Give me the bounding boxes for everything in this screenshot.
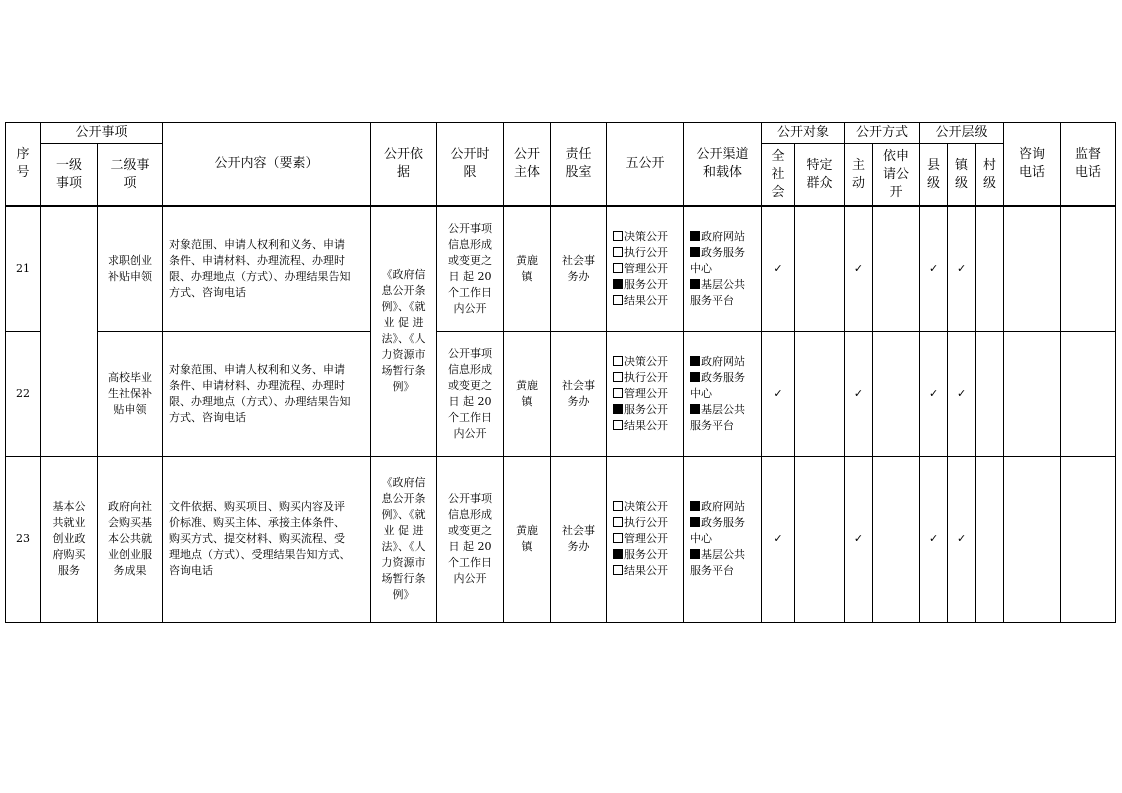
channel-option [690,370,759,386]
unchecked-box-icon [613,356,623,366]
header-method-request-l2: 请公 [883,166,910,182]
five-open-option [613,499,681,515]
content-line: 文件依据、购买项目、购买内容及评 [169,500,346,513]
time-limit-line: 或变更之 [448,378,493,392]
header-consult-l1: 咨询 [1019,147,1046,162]
header-basis-l2: 据 [397,165,411,180]
basis-line: 息公开条 [381,284,426,298]
cell-dept [551,331,607,456]
time-limit-line: 公开事项 [448,221,493,235]
channel-option [690,229,759,245]
cell-level-county: ✓ [920,456,948,622]
header-level2-l2: 项 [123,175,137,191]
header-method-request [873,144,920,207]
checked-box-icon [690,279,700,289]
channel-option-label: 基层公共 [701,277,746,291]
level2-line: 政府向社 [108,500,152,513]
content-line: 价标准、购买主体、承接主体条件、 [169,516,346,529]
cell-level-village [976,456,1004,622]
cell-seq: 23 [6,456,41,622]
cell-channel [684,206,762,331]
header-supervise-l2: 电话 [1075,165,1102,180]
header-public-items: 公开事项 [41,123,163,144]
channel-option-label: 政务服务 [701,245,746,259]
cell-target-specific [795,206,845,331]
unchecked-box-icon [613,501,623,511]
channel-option [690,499,759,515]
header-channel-l1: 公开渠道 [696,147,749,162]
dept-line: 社会事 [562,253,596,267]
cell-content [163,206,371,331]
header-method-request-l1: 依申 [883,148,910,164]
checked-box-icon [613,404,623,414]
level2-line: 求职创业 [108,253,152,267]
channel-option [690,277,759,293]
subject-line: 黄鹿 [516,524,539,537]
five-open-option-label: 服务公开 [624,548,669,561]
time-limit-line: 信息形成 [448,237,493,251]
header-basis [371,123,437,207]
cell-level1 [41,456,98,622]
basis-line: 《政府信 [381,268,426,282]
cell-method-request [873,456,920,622]
five-open-option [613,547,681,563]
channel-option [690,245,759,261]
header-subject-l1: 公开 [514,147,541,162]
header-channel-l2: 和载体 [703,165,743,180]
channel-option [690,402,759,418]
channel-option [690,563,759,579]
time-limit-line: 信息形成 [448,362,493,376]
level1-line: 服务 [58,564,80,577]
five-open-option-label: 结果公开 [624,418,669,432]
cell-time-limit [437,206,504,331]
checked-box-icon [613,549,623,559]
basis-line: 例》、《就 [381,300,426,314]
five-open-option-label: 决策公开 [624,229,669,243]
unchecked-box-icon [613,263,623,273]
cell-level-county: ✓ [920,331,948,456]
table-header [6,123,1116,207]
unchecked-box-icon [613,517,623,527]
level2-line: 本公共就 [108,532,152,545]
checked-box-icon [690,231,700,241]
cell-content [163,331,371,456]
unchecked-box-icon [613,247,623,257]
unchecked-box-icon [613,565,623,575]
header-method-active-l1: 主 [852,157,866,173]
five-open-option-label: 决策公开 [624,500,669,513]
header-seq-l2: 号 [16,165,30,180]
checked-box-icon [690,372,700,382]
cell-time-limit [437,331,504,456]
header-target-all [762,144,795,207]
header-content: 公开内容（要素） [163,123,371,207]
basis-line: 例》 [392,380,415,394]
content-line: 理地点（方式）、受理结果告知方式、 [169,548,351,561]
cell-five-open [607,456,684,622]
cell-channel [684,456,762,622]
channel-option [690,261,759,277]
basis-line: 《政府信 [381,476,426,489]
unchecked-box-icon [613,231,623,241]
cell-consult-phone [1004,331,1061,456]
cell-target-all: ✓ [762,206,795,331]
cell-method-request [873,331,920,456]
content-line: 条件、申请材料、办理流程、办理时 [169,253,346,267]
level2-line: 务成果 [113,564,147,577]
five-open-option [613,386,681,402]
five-open-option-label: 服务公开 [624,402,669,416]
cell-level2 [98,206,163,331]
channel-option-label: 政务服务 [701,516,746,529]
header-supervise-phone [1061,123,1116,207]
level2-line: 高校毕业 [108,370,152,384]
dept-line: 社会事 [562,524,596,537]
basis-line: 力资源市 [381,348,426,362]
content-line: 条件、申请材料、办理流程、办理时 [169,378,346,392]
five-open-option [613,354,681,370]
header-level1-l2: 事项 [55,175,82,191]
cell-level2 [98,331,163,456]
content-line: 方式、咨询电话 [169,285,247,299]
channel-option-label: 政府网站 [701,500,746,513]
cell-seq: 22 [6,331,41,456]
cell-level-town: ✓ [948,331,976,456]
header-target-all-l2: 社 [771,166,785,182]
cell-supervise-phone [1061,331,1116,456]
cell-target-specific [795,331,845,456]
unchecked-box-icon [613,388,623,398]
basis-line: 例》、《就 [381,508,426,521]
header-level-town-l1: 镇 [955,157,969,173]
dept-line: 务办 [567,394,590,408]
checked-box-icon [690,501,700,511]
time-limit-line: 信息形成 [448,508,493,521]
header-consult-l2: 电话 [1019,165,1046,180]
content-line: 对象范围、申请人权利和义务、申请 [169,362,346,376]
cell-level-town: ✓ [948,206,976,331]
channel-option-label: 服务平台 [690,293,735,307]
channel-option-label: 中心 [690,532,713,545]
header-channel [684,123,762,207]
cell-five-open [607,331,684,456]
cell-dept [551,206,607,331]
basis-line: 场暂行条 [381,572,426,585]
cell-channel [684,331,762,456]
level2-line: 补贴申领 [108,269,152,283]
header-target-all-l1: 全 [771,148,785,164]
content-line: 对象范围、申请人权利和义务、申请 [169,237,346,251]
basis-line: 法》、《人 [381,332,426,346]
five-open-option-label: 服务公开 [624,277,669,291]
level1-line: 基本公 [52,500,86,513]
cell-level2 [98,456,163,622]
checked-box-icon [690,247,700,257]
cell-supervise-phone [1061,206,1116,331]
channel-option [690,418,759,434]
cell-target-all: ✓ [762,456,795,622]
unchecked-box-icon [613,295,623,305]
time-limit-line: 个工作日 [448,556,493,569]
cell-level-village [976,206,1004,331]
basis-line: 业 促 进 [383,524,424,537]
five-open-option [613,370,681,386]
five-open-option-label: 执行公开 [624,516,669,529]
content-line: 限、办理地点（方式）、办理结果告知 [169,269,351,283]
header-dept [551,123,607,207]
five-open-option [613,402,681,418]
five-open-option [613,245,681,261]
header-basis-l1: 公开依 [384,147,424,162]
header-level-county [920,144,948,207]
basis-line: 法》、《人 [381,540,426,553]
dept-line: 社会事 [562,378,596,392]
dept-line: 务办 [567,540,590,553]
unchecked-box-icon [613,420,623,430]
header-method: 公开方式 [845,123,920,144]
header-level: 公开层级 [920,123,1004,144]
channel-option-label: 中心 [690,261,713,275]
header-method-active [845,144,873,207]
header-time-limit [437,123,504,207]
cell-supervise-phone [1061,456,1116,622]
table-row [6,331,1116,456]
disclosure-table [5,122,1116,623]
time-limit-line: 个工作日 [448,285,493,299]
header-level2 [98,144,163,207]
header-target-specific [795,144,845,207]
time-limit-line: 内公开 [453,426,487,440]
time-limit-line: 日 起 20 [448,394,492,408]
basis-line: 业 促 进 [383,316,424,330]
header-level-village [976,144,1004,207]
unchecked-box-icon [613,533,623,543]
header-subject-l2: 主体 [514,165,541,180]
header-subject [504,123,551,207]
five-open-option [613,418,681,434]
level1-line: 共就业 [52,516,86,529]
five-open-option-label: 管理公开 [624,386,669,400]
channel-option-label: 基层公共 [701,548,746,561]
cell-target-all: ✓ [762,331,795,456]
cell-consult-phone [1004,206,1061,331]
cell-level-town: ✓ [948,456,976,622]
time-limit-line: 日 起 20 [448,269,492,283]
header-seq [6,123,41,207]
subject-line: 镇 [521,394,533,408]
table-row [6,206,1116,331]
time-limit-line: 内公开 [453,572,487,585]
checked-box-icon [613,279,623,289]
five-open-option-label: 结果公开 [624,564,669,577]
header-dept-l2: 股室 [565,165,592,180]
five-open-option-label: 管理公开 [624,532,669,545]
five-open-option-label: 管理公开 [624,261,669,275]
five-open-option [613,515,681,531]
content-line: 方式、咨询电话 [169,410,247,424]
cell-content [163,456,371,622]
content-line: 限、办理地点（方式）、办理结果告知 [169,394,351,408]
header-level-county-l2: 级 [927,175,941,191]
channel-option-label: 中心 [690,386,713,400]
header-five-open: 五公开 [607,123,684,207]
dept-line: 务办 [567,269,590,283]
level2-line: 贴申领 [113,402,147,416]
five-open-option [613,531,681,547]
table-row [6,456,1116,622]
channel-option-label: 基层公共 [701,402,746,416]
header-time-l2: 限 [463,165,477,180]
level1-line: 府购买 [52,548,86,561]
cell-consult-phone [1004,456,1061,622]
header-consult-phone [1004,123,1061,207]
cell-subject [504,456,551,622]
cell-subject [504,206,551,331]
channel-option [690,515,759,531]
header-level-town [948,144,976,207]
level2-line: 会购买基 [108,516,152,529]
cell-time-limit [437,456,504,622]
cell-method-request [873,206,920,331]
cell-basis [371,456,437,622]
time-limit-line: 内公开 [453,301,487,315]
header-time-l1: 公开时 [450,147,490,162]
five-open-option-label: 决策公开 [624,354,669,368]
time-limit-line: 日 起 20 [448,540,492,553]
channel-option [690,354,759,370]
header-method-request-l3: 开 [889,184,903,200]
content-line: 购买方式、提交材料、购买流程、受 [169,532,346,545]
cell-subject [504,331,551,456]
header-target-all-l3: 会 [771,184,785,200]
time-limit-line: 或变更之 [448,524,493,537]
time-limit-line: 公开事项 [448,346,493,360]
channel-option-label: 政府网站 [701,354,746,368]
cell-level1 [41,206,98,456]
channel-option [690,386,759,402]
subject-line: 镇 [521,540,533,553]
cell-method-active: ✓ [845,206,873,331]
unchecked-box-icon [613,372,623,382]
time-limit-line: 公开事项 [448,492,493,505]
five-open-option-label: 结果公开 [624,293,669,307]
table-body [6,206,1116,622]
cell-level-village [976,331,1004,456]
five-open-option [613,293,681,309]
subject-line: 黄鹿 [516,253,539,267]
channel-option-label: 服务平台 [690,418,735,432]
checked-box-icon [690,517,700,527]
five-open-option [613,563,681,579]
subject-line: 黄鹿 [516,378,539,392]
header-level-county-l1: 县 [927,157,941,173]
five-open-option [613,277,681,293]
header-supervise-l1: 监督 [1075,147,1102,162]
level2-line: 生社保补 [108,386,152,400]
basis-line: 力资源市 [381,556,426,569]
header-dept-l1: 责任 [565,147,592,162]
channel-option [690,547,759,563]
content-line: 咨询电话 [169,564,214,577]
five-open-option-label: 执行公开 [624,245,669,259]
level2-line: 业创业服 [108,548,152,561]
header-target: 公开对象 [762,123,845,144]
header-seq-l1: 序 [16,147,30,162]
header-target-specific-l1: 特定 [806,157,833,173]
cell-level-county: ✓ [920,206,948,331]
header-level-village-l1: 村 [983,157,997,173]
five-open-option-label: 执行公开 [624,370,669,384]
header-level1 [41,144,98,207]
basis-line: 场暂行条 [381,364,426,378]
checked-box-icon [690,404,700,414]
time-limit-line: 或变更之 [448,253,493,267]
header-level2-l1: 二级事 [110,157,150,173]
channel-option-label: 政府网站 [701,229,746,243]
cell-five-open [607,206,684,331]
basis-line: 例》 [392,588,415,601]
channel-option [690,531,759,547]
level1-line: 创业政 [52,532,86,545]
cell-seq: 21 [6,206,41,331]
header-target-specific-l2: 群众 [806,175,833,191]
checked-box-icon [690,356,700,366]
cell-dept [551,456,607,622]
cell-target-specific [795,456,845,622]
subject-line: 镇 [521,269,533,283]
checked-box-icon [690,549,700,559]
header-level1-l1: 一级 [55,157,82,173]
channel-option-label: 政务服务 [701,370,746,384]
basis-line: 息公开条 [381,492,426,505]
header-method-active-l2: 动 [852,175,866,191]
time-limit-line: 个工作日 [448,410,493,424]
header-level-town-l2: 级 [955,175,969,191]
five-open-option [613,261,681,277]
five-open-option [613,229,681,245]
header-level-village-l2: 级 [983,175,997,191]
cell-basis [371,206,437,456]
cell-method-active: ✓ [845,331,873,456]
channel-option-label: 服务平台 [690,564,735,577]
cell-method-active: ✓ [845,456,873,622]
channel-option [690,293,759,309]
